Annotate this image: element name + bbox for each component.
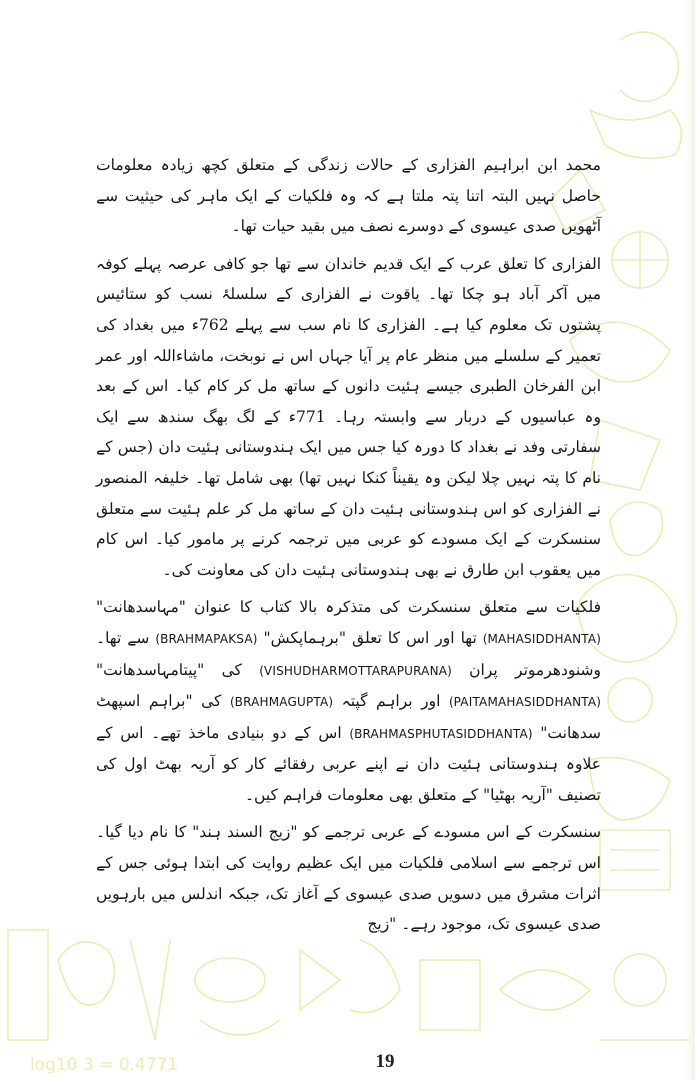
paragraph-3-text-5: اور براہم گپتہ: [333, 692, 449, 711]
paragraph-1: محمد ابن ابراہیم الفزاری کے حالات زندگی کے متعلق کچھ زیادہ معلومات حاصل نہیں البتہ اتنا پتہ ملتا ہے کہ وہ فلکیات کے ایک ماہر کی حیثیت سے آٹھویں صدی عیسوی کے دوسرے نصف میں بقید حیات تھا۔: [96, 156, 601, 236]
latin-term-brahmasphutasiddhanta: (BRAHMASPHUTASIDDHANTA): [349, 726, 533, 741]
paragraph-3-text-7: اس کے دو بنیادی ماخذ تھے۔ اس کے علاوہ ہندوستانی ہئیت دان نے اپنے عربی رفقائے کار کو آریہ بھٹ اول کی تصنیف "آریہ بھٹیا" کے متعلق بھی معلومات فراہم کیں۔: [96, 723, 601, 804]
paragraph-3-text-4: کی "پیتامہاسدھانت": [96, 660, 260, 679]
paragraph-2: الفزاری کا تعلق عرب کے ایک قدیم خاندان سے تھا جو کافی عرصہ پہلے کوفہ میں آکر آباد ہو چکا تھا۔ یاقوت نے الفزاری کے سلسلۂ نسب کو ستائیس پشتوں تک معلوم کیا ہے۔ الفزاری کا نام سب سے پہلے 762ء میں بغداد کی تعمیر کے سلسلے میں منظر عام پر آیا جہاں اس نے نوبخت، ماشاءاللہ اور عمر ابن الفرخان الطبری جیسے ہئیت دانوں کے ساتھ مل کر کام کیا۔ اس کے بعد وہ عباسیوں کے دربار سے وابستہ رہا۔ 771ء کے لگ بھگ سندھ سے ایک سفارتی وفد نے بغداد کا دورہ کیا جس میں ایک ہندوستانی ہئیت دان (جس کے نام کا پتہ نہیں چلا لیکن وہ یقیناً کنکا نہیں تھا) بھی شامل تھا۔ خلیفہ المنصور نے الفزاری کو اس ہندوستانی ہئیت دان کے ساتھ مل کر علم ہئیت سے متعلق سنسکرت کے ایک مسودے کو عربی میں ترجمہ کرنے پر مامور کیا۔ اس کام میں یعقوب ابن طارق نے بھی ہندوستانی ہئیت دان کی معاونت کی۔: [96, 254, 602, 579]
watermark-formula: log10 3 = 0.4771: [30, 1055, 179, 1075]
latin-term-brahmagupta: (BRAHMAGUPTA): [229, 695, 334, 710]
latin-term-paitamahasiddhanta: (PAITAMAHASIDDHANTA): [448, 695, 601, 710]
paragraph-3-text-6: کی "براہم اسپھٹ سدھانت": [96, 692, 601, 742]
latin-term-mahasiddhanta: (MAHASIDDHANTA): [482, 631, 601, 646]
page-edge-shadow: [685, 0, 695, 1080]
latin-term-brahmapaksa: (BRAHMAPAKSA): [155, 631, 258, 646]
paragraph-4: سنسکرت کے اس مسودے کے عربی ترجمے کو "زیج السند ہند" کا نام دیا گیا۔ اس ترجمے سے اسلامی فلکیات میں ایک عظیم روایت کی ابتدا ہوئی جس کے اثرات مشرق میں دسویں صدی عیسوی کے آغاز تک، جبکہ اندلس میں بارہویں صدی عیسوی تک، موجود رہے۔ "زیج: [96, 823, 601, 934]
page-text-body: [96, 150, 601, 940]
paragraph-3-text-3: سے تھا۔ وشنودھرموتر پران: [96, 628, 602, 679]
page-number: 19: [375, 1051, 395, 1072]
paragraph-3-text-1: فلکیات سے متعلق سنسکرت کی متذکرہ بالا کتاب کا عنوان "مہاسدھانت": [96, 598, 601, 617]
paragraph-3-text-2: تھا اور اس کا تعلق "برہماپکش": [257, 628, 483, 647]
latin-term-vishudharmottarapurana: (VISHUDHARMOTTARAPURANA): [259, 663, 452, 678]
paragraph-3: [96, 592, 601, 810]
